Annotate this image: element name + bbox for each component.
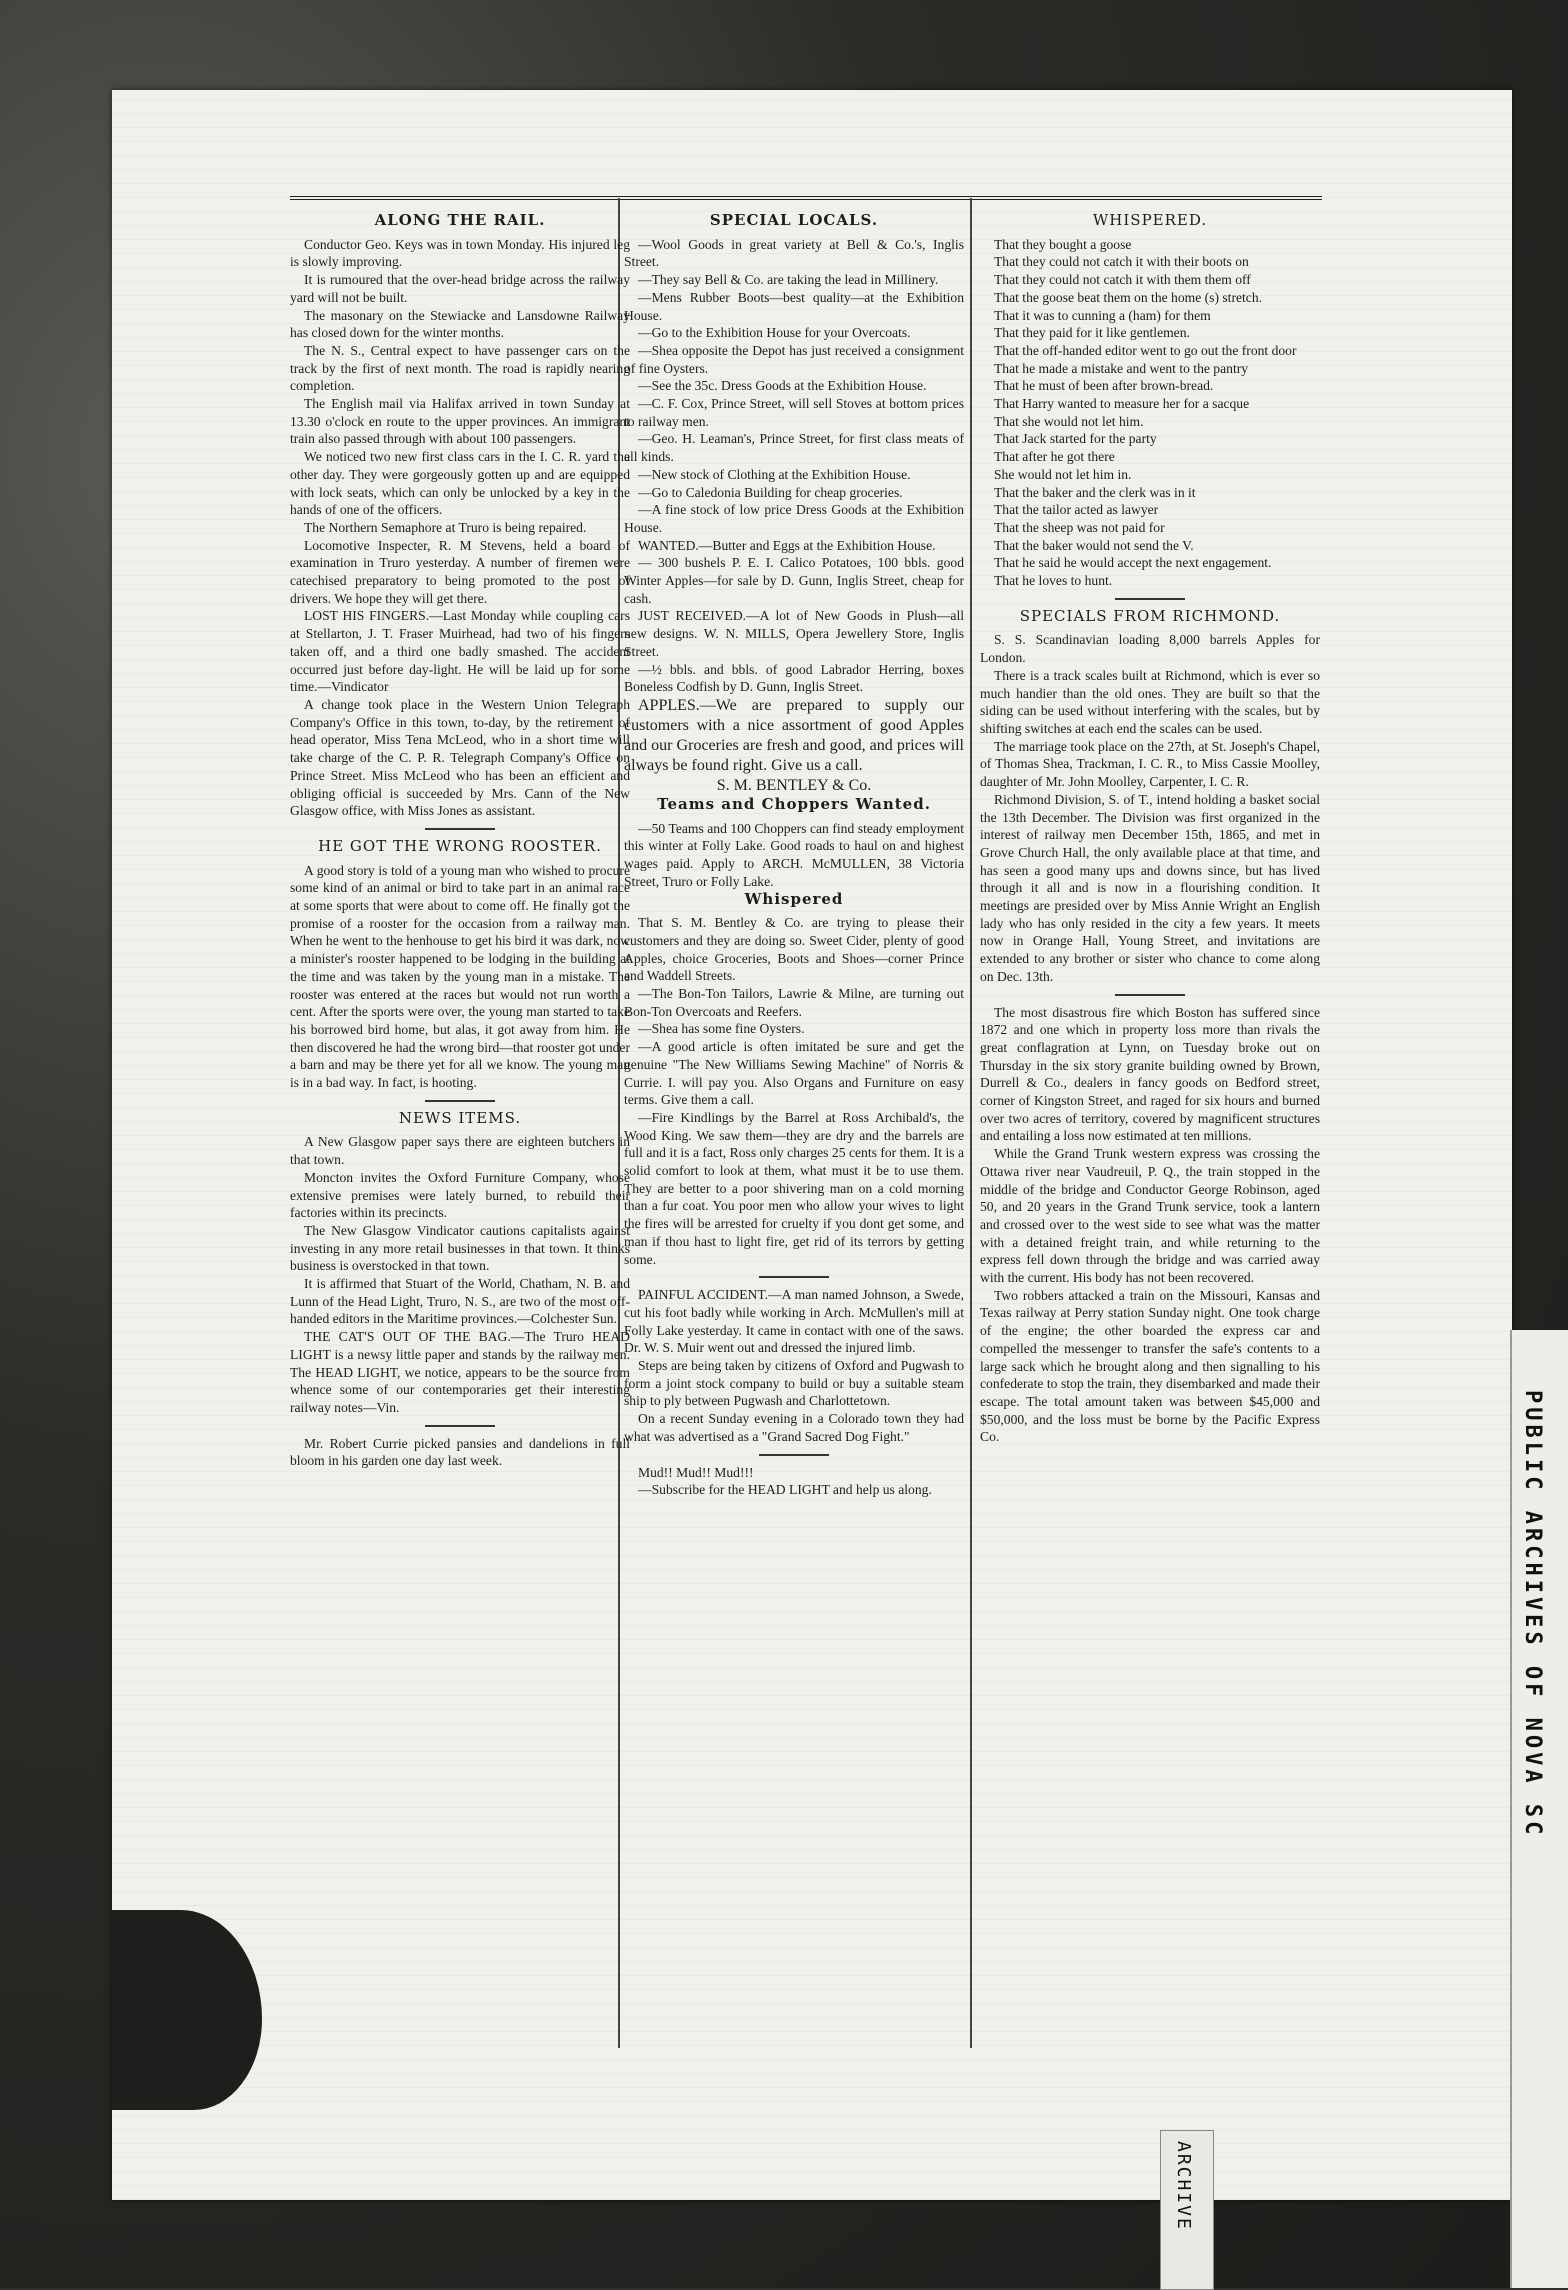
heading-specials-richmond: SPECIALS FROM RICHMOND. <box>1019 606 1281 625</box>
column-special-locals <box>624 212 964 1499</box>
local-item: —A good article is often imitated be sure and get the genuine "The New Williams Sewing Machine" of Norris & Currie. I. will pay you. Also Organs and Furniture on easy terms. Give them a call. <box>624 1039 964 1108</box>
article-paragraph: The New Glasgow Vindicator cautions capitalists against investing in any more retail businesses in that town. It thinks business is overstocked in that town. <box>290 1222 630 1274</box>
article-paragraph: Richmond Division, S. of T., intend holding a basket social the 13th December. The Division was first organized in the interest of railway men December 15th, 1865, and met in Grove Church Hall, the only available place at that time, and has seen a good many ups and downs since, but has lived through it all and is now in a flourishing condition. It meetings are presided over by Miss Annie Wright an English lady who has only resided in the city a few years. It meets now in Orange Hall, Young Street, and invitations are extended to any brother or sister who chance to come along on Dec. 13th. <box>980 791 1320 984</box>
heading-along-the-rail: ALONG THE RAIL. <box>374 211 546 229</box>
archive-stamp-text: PUBLIC ARCHIVES OF NOVA SC <box>1520 1390 1545 1839</box>
whispered-line: That they could not catch it with their boots on <box>994 254 1249 270</box>
local-item: — 300 bushels P. E. I. Calico Potatoes, 100 bbls. good Winter Apples—for sale by D. Gunn, Inglis Street, cheap for cash. <box>624 555 964 606</box>
local-item: —New stock of Clothing at the Exhibition House. <box>638 466 911 482</box>
local-item: —Shea has some fine Oysters. <box>638 1021 805 1037</box>
article-paragraph: It is affirmed that Stuart of the World, Chatham, N. B. and Lunn of the Head Light, Truro, N. S., are two of the most off-handed editors in the Maritime provinces.—Colchester Sun. <box>290 1276 630 1327</box>
local-item: That S. M. Bentley & Co. are trying to please their customers and they are doing so. Sweet Cider, plenty of good Apples, choice Groceries, Boots and Shoes—corner Prince and Waddell Streets. <box>624 915 964 984</box>
archive-tab <box>1160 2130 1214 2290</box>
whispered-line: That he said he would accept the next engagement. <box>994 555 1272 571</box>
article-paragraph: A change took place in the Western Union Telegraph Company's Office in this town, to-day, by the retirement of head operator, Miss Tena McLeod, who in a short time will take charge of the C. P. R. Telegraph Company's Office on Prince Street. Miss McLeod who has been an efficient and obliging official is succeeded by Mrs. Cann of the New Glasgow office, with Miss Jones as assistant. <box>290 696 630 819</box>
article-paragraph: Locomotive Inspecter, R. M Stevens, held a board of examination in Truro yesterday. A number of firemen were catechised preparatory to being promoted to the post of drivers. We hope they will get there. <box>290 537 630 606</box>
local-item: Mud!! Mud!! Mud!!! <box>638 1464 754 1480</box>
whispered-line: That she would not let him. <box>994 413 1144 429</box>
heading-whispered-small: Whispered <box>744 889 844 908</box>
local-item: —Fire Kindlings by the Barrel at Ross Archibald's, the Wood King. We saw them—they are dry and the barrels are full and it is a fact, Ross only charges 25 cents for them. It is a solid comfort to look at them, what must it be to use them. They are better to a poor shivering man on a cold morning than a fur coat. You poor men who allow your wives to light the fires will be arrested for cruelty if you dont get some, and man if thou hast to light fire, get rid of its terrors by getting some. <box>624 1109 964 1267</box>
heading-special-locals: SPECIAL LOCALS. <box>709 211 879 229</box>
article-paragraph: There is a track scales built at Richmond, which is ever so much handier than the old ones. They are built so that the siding can be used without interfering with the scales, but by shifting switches at each end the scales can be used. <box>980 667 1320 736</box>
local-item: PAINFUL ACCIDENT.—A man named Johnson, a Swede, cut his foot badly while working in Arch. McMullen's mill at Folly Lake yesterday. It came in contact with one of the saws. Dr. W. S. Muir went out and dressed the injured limb. <box>624 1287 964 1356</box>
whispered-line: That he made a mistake and went to the pantry <box>994 360 1249 376</box>
whispered-line: That they paid for it like gentlemen. <box>994 325 1190 341</box>
local-item: —Go to the Exhibition House for your Overcoats. <box>638 325 911 341</box>
separator <box>759 1276 829 1278</box>
article-paragraph: The masonary on the Stewiacke and Lansdowne Railway has closed down for the winter months. <box>290 307 630 341</box>
top-rule <box>290 196 1322 200</box>
heading-news-items: NEWS ITEMS. <box>398 1108 522 1127</box>
local-item: —Geo. H. Leaman's, Prince Street, for first class meats of all kinds. <box>624 431 964 465</box>
article-paragraph: The marriage took place on the 27th, at St. Joseph's Chapel, of Thomas Shea, Trackman, I. C. R., to Miss Cassie Moolley, daughter of Mr. John Moolley, Carpenter, I. C. R. <box>980 738 1320 790</box>
whispered-line: That after he got there <box>994 449 1115 465</box>
local-item: —50 Teams and 100 Choppers can find steady employment this winter at Folly Lake. Good roads to haul on and highest wages paid. Apply to ARCH. McMULLEN, 38 Victoria Street, Truro or Folly Lake. <box>624 820 964 889</box>
article-paragraph: It is rumoured that the over-head bridge across the railway yard will not be built. <box>290 272 630 305</box>
local-item: —C. F. Cox, Prince Street, will sell Stoves at bottom prices to railway men. <box>624 396 964 429</box>
whispered-line: That they bought a goose <box>994 236 1132 252</box>
separator <box>759 1454 829 1456</box>
column-whispered <box>980 212 1320 1446</box>
article-paragraph: While the Grand Trunk western express was crossing the Ottawa river near Vaudreuil, P. Q., the train stopped in the middle of the bridge and Conductor George Robinson, aged 50, and 20 years in the Grand Trunk service, took a lantern and crossed over to the west side to see what was the matter with a detained freight train, and while returning to the express fell down through the bridge and was carried away with the current. His body has not been recovered. <box>980 1146 1320 1286</box>
heading-wrong-rooster: HE GOT THE WRONG ROOSTER. <box>318 836 602 855</box>
column-along-the-rail <box>290 212 630 1470</box>
whispered-line: She would not let him in. <box>994 466 1132 482</box>
article-paragraph: Moncton invites the Oxford Furniture Company, whose extensive premises were lately burned, to rebuild their factories within its precincts. <box>290 1169 630 1221</box>
article-paragraph: Mr. Robert Currie picked pansies and dandelions in full bloom in his garden one day last week. <box>290 1435 630 1469</box>
separator <box>425 828 495 830</box>
whispered-line: That he loves to hunt. <box>994 573 1113 589</box>
archive-tab-text: ARCHIVE <box>1173 2141 1194 2231</box>
local-item: —½ bbls. and bbls. of good Labrador Herring, boxes Boneless Codfish by D. Gunn, Inglis Street. <box>624 661 964 695</box>
separator <box>425 1100 495 1102</box>
article-paragraph: A New Glasgow paper says there are eighteen butchers in that town. <box>290 1134 630 1168</box>
article-paragraph: LOST HIS FINGERS.—Last Monday while coupling cars at Stellarton, J. T. Fraser Muirhead, had two of his fingers taken off, and a third one badly smashed. The accident occurred just before day-light. He will be laid up for some time.—Vindicator <box>290 608 630 695</box>
column-divider-2 <box>970 198 972 2048</box>
local-item: JUST RECEIVED.—A lot of New Goods in Plush—all new designs. W. N. MILLS, Opera Jewellery Store, Inglis Street. <box>624 608 964 659</box>
article-paragraph: The N. S., Central expect to have passenger cars on the track by the first of next month. The road is rapidly nearing completion. <box>290 342 630 394</box>
whispered-line: That the goose beat them on the home (s) stretch. <box>994 289 1263 305</box>
whispered-line: That Harry wanted to measure her for a sacque <box>994 396 1250 412</box>
whispered-line: That the sheep was not paid for <box>994 519 1165 535</box>
article-paragraph: The English mail via Halifax arrived in town Sunday at 13.30 o'clock en route to the upper provinces. An immigrant train also passed through with about 100 passengers. <box>290 396 630 447</box>
local-item: Steps are being taken by citizens of Oxford and Pugwash to form a joint stock company to build or buy a suitable steam ship to ply between Pugwash and Charlottetown. <box>624 1358 964 1409</box>
whispered-line: That they could not catch it with them them off <box>994 272 1251 288</box>
separator <box>425 1425 495 1427</box>
article-paragraph: S. S. Scandinavian loading 8,000 barrels Apples for London. <box>980 632 1320 666</box>
local-item: —Shea opposite the Depot has just received a consignment of fine Oysters. <box>624 342 964 376</box>
archive-stamp-strip <box>1510 1330 1568 2288</box>
article-paragraph: Conductor Geo. Keys was in town Monday. His injured leg is slowly improving. <box>290 236 630 270</box>
local-item: —Go to Caledonia Building for cheap groceries. <box>638 484 903 500</box>
local-item: —Wool Goods in great variety at Bell & Co.'s, Inglis Street. <box>624 236 964 270</box>
local-item: —A fine stock of low price Dress Goods at the Exhibition House. <box>624 502 964 535</box>
whispered-line: That the off-handed editor went to go out the front door <box>994 342 1297 358</box>
heading-teams-choppers: Teams and Choppers Wanted. <box>657 794 931 813</box>
article-paragraph: The most disastrous fire which Boston has suffered since 1872 and one which in property loss more than rivals the great conflagration at Lynn, on Tuesday broke out on Thursday in the six story granite building owned by Brown, Durrell & Co., dealers in fancy goods on Bedford street, corner of Kingston Street, and raged for six hours and burned over two acres of territory, covered by magnificent structures and entailing a loss now estimated at ten millions. <box>980 1004 1320 1144</box>
local-item: —The Bon-Ton Tailors, Lawrie & Milne, are turning out Bon-Ton Overcoats and Reefers. <box>624 986 964 1019</box>
separator <box>1115 994 1185 996</box>
local-item: —They say Bell & Co. are taking the lead in Millinery. <box>638 272 939 288</box>
whispered-line: That Jack started for the party <box>994 431 1157 447</box>
whispered-line: That the tailor acted as lawyer <box>994 502 1159 518</box>
article-paragraph: We noticed two new first class cars in the I. C. R. yard the other day. They were gorgeously gotten up and are equipped with lock seats, which can only be unlocked by a key in the hands of one of the officers. <box>290 449 630 518</box>
local-item: On a recent Sunday evening in a Colorado town they had what was advertised as a "Grand Sacred Dog Fight." <box>624 1411 964 1444</box>
local-item: —Subscribe for the HEAD LIGHT and help us along. <box>638 1482 932 1498</box>
apples-ad-signature: S. M. BENTLEY & Co. <box>716 776 872 794</box>
heading-whispered: WHISPERED. <box>1092 211 1208 229</box>
whispered-line: That the baker would not send the V. <box>994 537 1194 553</box>
article-paragraph: The Northern Semaphore at Truro is being repaired. <box>304 519 587 535</box>
local-item: —Mens Rubber Boots—best quality—at the Exhibition House. <box>624 289 964 323</box>
local-item: —See the 35c. Dress Goods at the Exhibition House. <box>638 378 927 394</box>
whispered-line: That it was to cunning a (ham) for them <box>994 307 1211 323</box>
local-item: WANTED.—Butter and Eggs at the Exhibition House. <box>638 537 936 553</box>
torn-corner <box>112 1910 262 2110</box>
apples-ad: APPLES.—We are prepared to supply our customers with a nice assortment of good Apples and our Groceries are fresh and good, and prices will always be found right. Give us a call. <box>624 696 964 774</box>
whispered-line: That he must of been after brown-bread. <box>994 378 1214 394</box>
whispered-line: That the baker and the clerk was in it <box>994 484 1196 500</box>
article-paragraph: Two robbers attacked a train on the Missouri, Kansas and Texas railway at Perry station Sunday night. One took charge of the engine; the other boarded the express car and compelled the messenger to transfer the safe's contents to a large sack which he brought along and then signalling to his confederate to stop the train, they disembarked and made their escape. The total amount taken was between $45,000 and $50,000, and the loss must be borne by the Pacific Express Co. <box>980 1287 1320 1445</box>
article-paragraph: A good story is told of a young man who wished to procure some kind of an animal or bird to take part in an animal race at some sports that were about to come off. He finally got the promise of a rooster for the occasion from a railway man. When he went to the henhouse to get his bird it was dark, now a minister's rooster happened to be lodging in the building at the time and was taken by the young man in a mistake. The rooster was entered at the races but would not run worth a cent. After the sports were over, the young man started to take his borrowed bird home, but alas, it got away from him. He then discovered he had the wrong bird—that rooster got under a barn and may be there yet for all we know. The young man is in a bad way. In fact, is hooting. <box>290 862 630 1091</box>
separator <box>1115 598 1185 600</box>
article-paragraph: THE CAT'S OUT OF THE BAG.—The Truro HEAD LIGHT is a newsy little paper and stands by the railway men. The HEAD LIGHT, we notice, appears to be the source from whence some of our contemporaries get their interesting railway notes—Vin. <box>290 1329 630 1415</box>
